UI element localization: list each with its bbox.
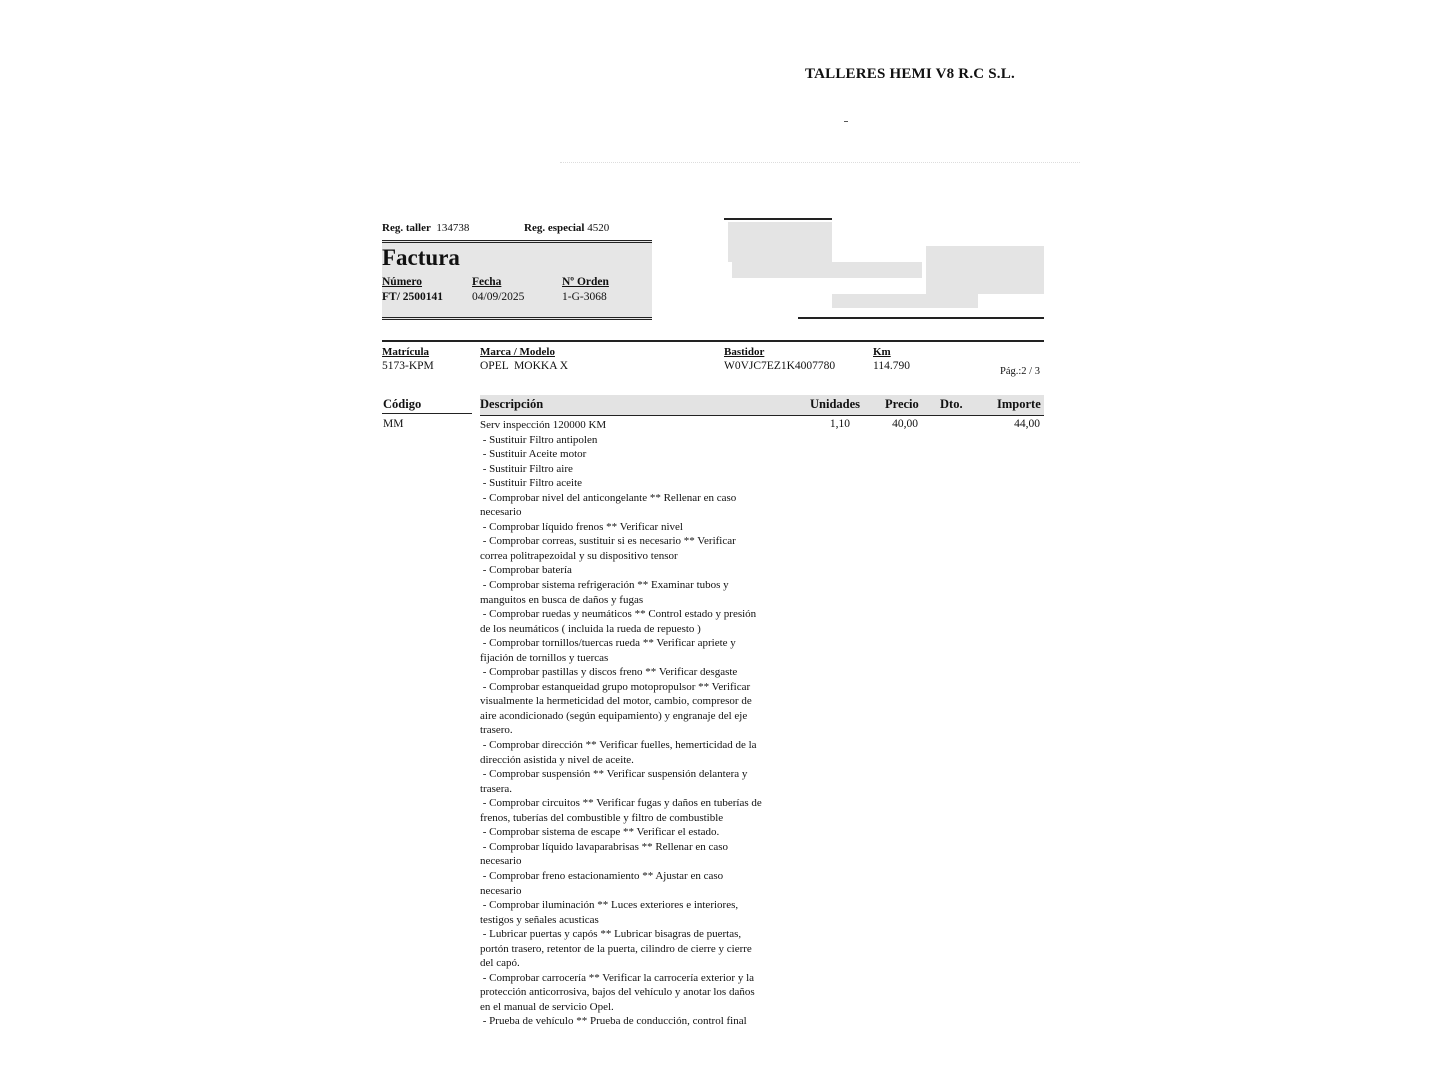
row-unidades: 1,10	[829, 418, 850, 430]
description-line: necesario	[480, 855, 522, 868]
description-line: - Comprobar freno estacionamiento ** Ajustar en caso	[480, 869, 724, 882]
description-line: fijación de tornillos y tuercas	[480, 651, 609, 664]
reg-taller-value: 134738	[436, 222, 470, 234]
reg-especial-value: 4520	[587, 222, 610, 234]
description-line: Serv inspección 120000 KM	[480, 419, 607, 431]
codigo-header-rule	[382, 413, 472, 414]
description-line: - Comprobar nivel del anticongelante ** Rellenar en caso	[480, 491, 737, 504]
col-precio-header: Precio	[885, 397, 919, 411]
col-importe-header: Importe	[997, 397, 1041, 411]
description-line: - Comprobar sistema de escape ** Verificar el estado.	[480, 826, 720, 839]
description-line: - Comprobar circuitos ** Verificar fugas y daños en tuberías de	[480, 797, 762, 810]
redaction-area	[728, 222, 832, 262]
description-line: - Comprobar dirección ** Verificar fuelles, hemerticidad de la	[480, 739, 757, 752]
reg-taller-label: Reg. taller	[382, 222, 431, 234]
description-line: portón trasero, retentor de la puerta, cilindro de cierre y cierre	[480, 942, 752, 955]
col-codigo-header: Código	[383, 397, 422, 411]
bastidor-label: Bastidor	[724, 346, 765, 358]
description-line: dirección asistida y nivel de aceite.	[480, 753, 634, 766]
row-description	[480, 418, 780, 1029]
description-line: del capó.	[480, 957, 520, 970]
fecha-label: Fecha	[472, 276, 502, 288]
scan-speck	[844, 121, 848, 122]
col-unidades-header: Unidades	[810, 397, 861, 411]
orden-value: 1-G-3068	[562, 291, 607, 303]
description-line: manguitos en busca de daños y fugas	[480, 593, 644, 606]
redaction-top-rule	[724, 218, 832, 220]
description-line: - Comprobar líquido frenos ** Verificar nivel	[480, 520, 683, 533]
description-line: - Comprobar batería	[480, 564, 572, 577]
marca-value: OPEL MOKKA X	[480, 360, 569, 372]
description-line: - Comprobar estanqueidad grupo motopropulsor ** Verificar	[480, 680, 751, 693]
km-label: Km	[873, 346, 891, 358]
description-line: - Prueba de vehículo ** Prueba de conducción, control final	[480, 1015, 747, 1028]
description-line: - Sustituir Aceite motor	[480, 448, 587, 461]
redaction-bottom-rule	[798, 317, 1044, 319]
description-line: - Sustituir Filtro aire	[480, 462, 573, 475]
description-line: frenos, tuberías del combustible y filtro de combustible	[480, 811, 724, 824]
fecha-value: 04/09/2025	[472, 291, 525, 303]
faint-divider	[560, 162, 1080, 163]
redaction-area	[832, 294, 978, 308]
orden-label: Nº Orden	[562, 276, 609, 288]
description-line: - Sustituir Filtro aceite	[480, 477, 583, 490]
invoice-title: Factura	[382, 245, 460, 270]
col-dto-header: Dto.	[940, 397, 963, 411]
page-indicator: Pág.:2 / 3	[1000, 366, 1040, 377]
numero-label: Número	[382, 276, 423, 288]
description-line: - Comprobar líquido lavaparabrisas ** Rellenar en caso	[480, 840, 729, 853]
numero-value: FT/ 2500141	[382, 291, 444, 303]
description-line: - Comprobar tornillos/tuercas rueda ** Verificar apriete y	[480, 637, 736, 650]
row-codigo: MM	[383, 418, 404, 430]
description-line: - Lubricar puertas y capós ** Lubricar bisagras de puertas,	[480, 928, 742, 941]
matricula-value: 5173-KPM	[382, 360, 434, 372]
description-line: en el manual de servicio Opel.	[480, 1000, 614, 1013]
bastidor-value: W0VJC7EZ1K4007780	[724, 360, 836, 372]
company-name: TALLERES HEMI V8 R.C S.L.	[805, 66, 1015, 82]
description-line: - Comprobar sistema refrigeración ** Examinar tubos y	[480, 579, 729, 592]
description-line: - Comprobar iluminación ** Luces exteriores e interiores,	[480, 899, 739, 912]
row-precio: 40,00	[892, 418, 918, 430]
redaction-area	[926, 246, 1044, 294]
km-value: 114.790	[873, 360, 910, 372]
description-line: - Comprobar carrocería ** Verificar la carrocería exterior y la	[480, 971, 755, 984]
description-line: - Comprobar pastillas y discos freno ** Verificar desgaste	[480, 666, 738, 679]
description-line: - Comprobar ruedas y neumáticos ** Control estado y presión	[480, 608, 757, 621]
description-line: testigos y señales acusticas	[480, 913, 599, 926]
row-importe: 44,00	[1014, 418, 1040, 430]
reg-especial-label: Reg. especial	[524, 222, 585, 234]
description-line: visualmente la hermeticidad del motor, cambio, compresor de	[480, 695, 752, 708]
description-line: de los neumáticos ( incluida la rueda de repuesto )	[480, 622, 701, 635]
vehicle-divider	[382, 340, 1044, 342]
reg-especial	[524, 222, 609, 234]
description-line: trasera.	[480, 782, 513, 795]
marca-label: Marca / Modelo	[480, 346, 555, 358]
col-descripcion-header: Descripción	[480, 397, 544, 411]
description-line: - Sustituir Filtro antipolen	[480, 433, 598, 446]
description-line: trasero.	[480, 724, 513, 737]
matricula-label: Matrícula	[382, 346, 430, 358]
reg-taller	[382, 222, 469, 234]
description-line: protección anticorrosiva, bajos del vehículo y anotar los daños	[480, 986, 755, 999]
description-line: necesario	[480, 884, 522, 897]
description-line: correa politrapezoidal y su dispositivo tensor	[480, 549, 678, 562]
description-line: necesario	[480, 506, 522, 519]
description-line: aire acondicionado (según equipamiento) y engranaje del eje	[480, 709, 748, 722]
description-line: - Comprobar correas, sustituir si es necesario ** Verificar	[480, 535, 736, 548]
description-line: - Comprobar suspensión ** Verificar suspensión delantera y	[480, 768, 748, 781]
redaction-area	[732, 262, 922, 278]
